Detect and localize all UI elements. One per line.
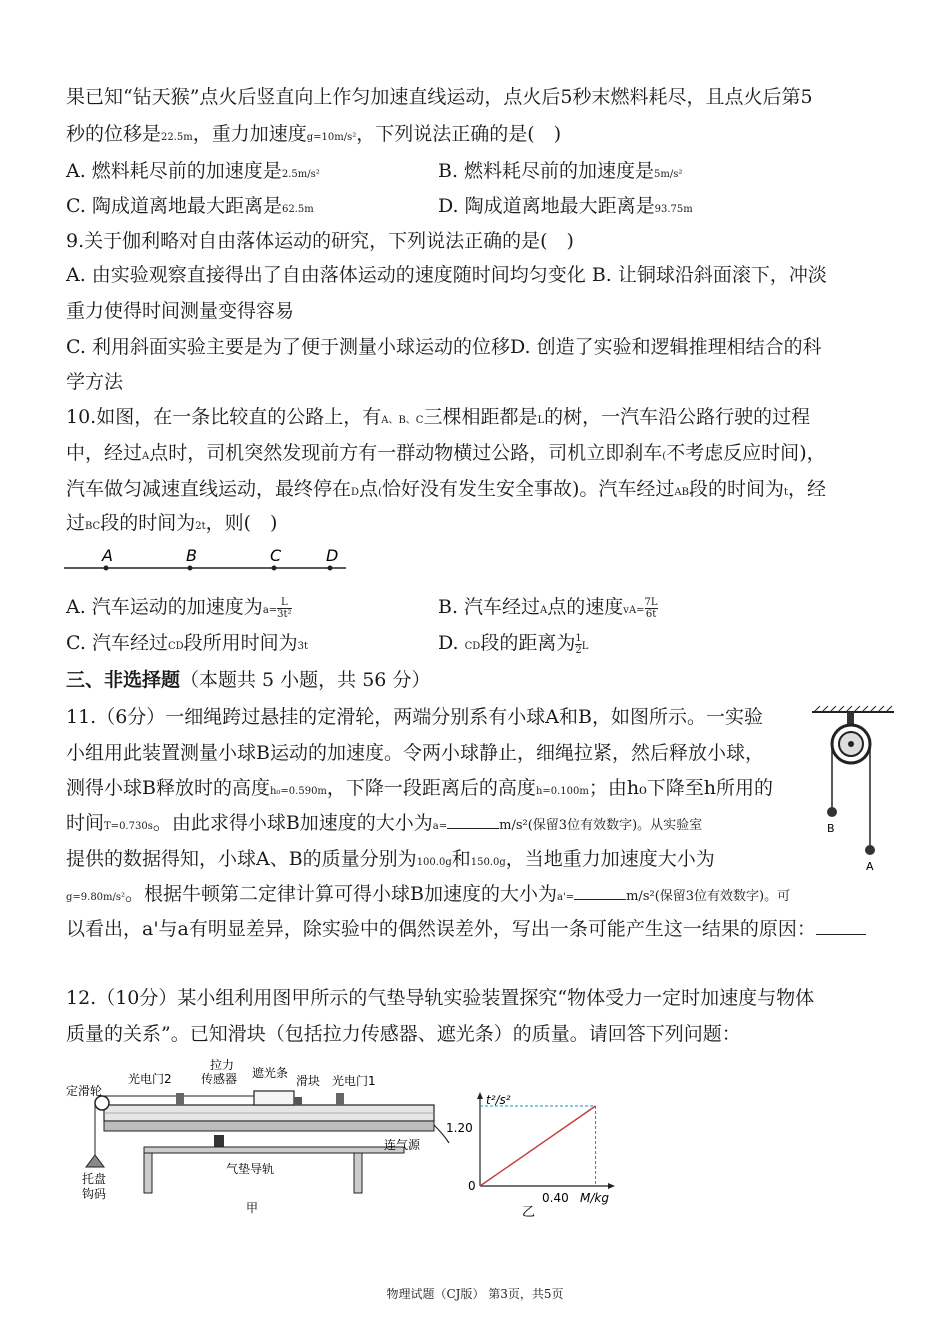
- q10-line1: 10.如图，在一条比较直的公路上，有A、B、C三棵相距都是L的树，一汽车沿公路行驶的过程: [66, 406, 811, 428]
- q9-line2: A. 由实验观察直接得出了自由落体运动的速度随时间均匀变化 B. 让铜球沿斜面滚下，冲淡: [66, 264, 827, 286]
- q10-options-cd: [66, 630, 886, 660]
- q10-options-ab: [66, 594, 886, 624]
- q9-line3: 重力使得时间测量变得容易: [66, 300, 295, 322]
- q8-option-a: A. 燃料耗尽前的加速度是2.5m/s²: [66, 160, 320, 182]
- q8-line2: 秒的位移是22.5m，重力加速度g=10m/s²，下列说法正确的是( ): [66, 123, 562, 145]
- air-track-base: [104, 1121, 434, 1131]
- q9-line4: C. 利用斜面实验主要是为了便于测量小球运动的位移D. 创造了实验和逻辑推理相结合的科: [66, 336, 822, 358]
- photogate-2: [176, 1093, 184, 1105]
- x-tick-label: 0.40: [542, 1191, 569, 1205]
- q10-line3: 汽车做匀减速直线运动，最终停在D点(恰好没有发生安全事故)。汽车经过AB段的时间为t，经: [66, 478, 827, 500]
- q11-line2: 小组用此装置测量小球B运动的加速度。令两小球静止，细绳拉紧，然后释放小球，: [66, 742, 764, 764]
- label-pulley: 定滑轮: [66, 1084, 103, 1098]
- q8-options-ab: [66, 158, 886, 188]
- q9-stem: 9.关于伽利略对自由落体运动的研究，下列说法正确的是( ): [66, 230, 574, 252]
- q11-line6: g=9.80m/s²。根据牛顿第二定律计算可得小球B加速度的大小为a'= m/s²(保留3位有效数字)。可: [66, 883, 791, 905]
- q10-line4: 过BC段的时间为2t，则( ): [66, 512, 278, 534]
- q9-line5: 学方法: [66, 371, 124, 393]
- label-rail: 气垫导轨: [226, 1162, 275, 1176]
- q8-options-cd: [66, 193, 886, 223]
- answer-blank-reason[interactable]: [816, 934, 866, 935]
- page-footer: 物理试题（CJ版） 第3页，共5页: [386, 1287, 564, 1301]
- q10-option-b: B. 汽车经过A点的速度vA= $\frac{7L}{6t}$: [438, 596, 658, 620]
- q8-option-d: D. 陶成道离地最大距离是93.75m: [438, 195, 693, 217]
- origin-label: 0: [468, 1179, 476, 1193]
- answer-blank-a[interactable]: [447, 828, 499, 829]
- q10-option-d: D. CD段的距离为 $\frac{1}{2}$ L: [438, 632, 589, 656]
- label-weights: 钩码: [82, 1187, 107, 1201]
- label-slider: 滑块: [296, 1074, 321, 1088]
- pulley-axle: [848, 741, 854, 747]
- table-leg-left: [144, 1153, 152, 1193]
- fixed-pulley: [95, 1096, 109, 1110]
- q8-option-c: C. 陶成道离地最大距离是62.5m: [66, 195, 314, 217]
- point-b: [188, 566, 193, 571]
- label-d: D: [326, 546, 339, 565]
- label-ball-a: A: [866, 860, 874, 873]
- air-track-figure: [64, 1055, 454, 1220]
- label-sensor-2: 传感器: [201, 1072, 238, 1086]
- q11-pulley-figure: [808, 704, 898, 874]
- shade-strip: [294, 1097, 302, 1105]
- q11-line7: 以看出，a'与a有明显差异，除实验中的偶然误差外，写出一条可能产生这一结果的原因：: [66, 916, 866, 942]
- label-sensor-1: 拉力: [210, 1058, 235, 1072]
- label-tray: 托盘: [82, 1172, 107, 1186]
- label-shade: 遮光条: [252, 1066, 289, 1080]
- point-a: [104, 566, 109, 571]
- q11-line1: 11.（6分）一细绳跨过悬挂的定滑轮，两端分别系有小球A和B，如图所示。一实验: [66, 706, 763, 728]
- q12-line1: 12.（10分）某小组利用图甲所示的气垫导轨实验装置探究“物体受力一定时加速度与物体: [66, 987, 815, 1009]
- q10-line2: 中，经过A点时，司机突然发现前方有一群动物横过公路，司机立即刹车(不考虑反应时间)，: [66, 442, 826, 464]
- label-c: C: [270, 546, 282, 565]
- table-leg-right: [354, 1153, 362, 1193]
- answer-blank-a-prime[interactable]: [574, 899, 626, 900]
- section-title: 三、非选择题: [66, 669, 181, 691]
- q11-line3: 测得小球B释放时的高度h₀=0.590m，下降一段距离后的高度h=0.100m；由h₀下降至h所用的: [66, 777, 773, 799]
- label-air-source: 连气源: [384, 1138, 421, 1152]
- tray-weights: [86, 1155, 104, 1167]
- label-b: B: [186, 546, 197, 565]
- label-ball-b: B: [827, 822, 835, 835]
- slider-block: [254, 1091, 294, 1105]
- q11-line4: 时间T=0.730s。由此求得小球B加速度的大小为a= m/s²(保留3位有效数字)。从实验室: [66, 812, 703, 834]
- q10-option-c: C. 汽车经过CD段所用时间为3t: [66, 632, 309, 654]
- q10-option-a: A. 汽车运动的加速度为a= $\frac{L}{\text{3t²}}$: [66, 596, 292, 620]
- ball-a: [865, 845, 875, 855]
- label-a: A: [102, 546, 113, 565]
- q10-road-diagram: [62, 546, 352, 576]
- section-note: （本题共 5 小题，共 56 分）: [180, 669, 431, 691]
- y-tick-label: 1.20: [446, 1121, 473, 1135]
- q11-line5: 提供的数据得知，小球A、B的质量分别为100.0g和150.0g，当地重力加速度大小为: [66, 848, 715, 870]
- data-series-line: [480, 1106, 596, 1186]
- caption-jia: 甲: [246, 1201, 259, 1215]
- point-d: [328, 566, 333, 571]
- q8-line1: 果已知“钻天猴”点火后竖直向上作匀加速直线运动，点火后5秒末燃料耗尽，且点火后第5: [66, 86, 813, 108]
- ball-b: [827, 807, 837, 817]
- caption-yi: 乙: [522, 1205, 536, 1220]
- x-axis-label: M/kg: [580, 1191, 609, 1205]
- label-gate1: 光电门1: [332, 1074, 376, 1088]
- q12-line2: 质量的关系”。已知滑块（包括拉力传感器、遮光条）的质量。请回答下列问题：: [66, 1023, 741, 1045]
- point-c: [272, 566, 277, 571]
- label-gate2: 光电门2: [128, 1072, 172, 1086]
- section-heading: [66, 667, 430, 693]
- photogate-1: [336, 1093, 344, 1105]
- t2-mass-graph: [440, 1090, 640, 1220]
- y-axis-label: t²/s²: [486, 1093, 511, 1107]
- q8-option-b: B. 燃料耗尽前的加速度是5m/s²: [438, 160, 683, 182]
- table-top: [144, 1147, 404, 1153]
